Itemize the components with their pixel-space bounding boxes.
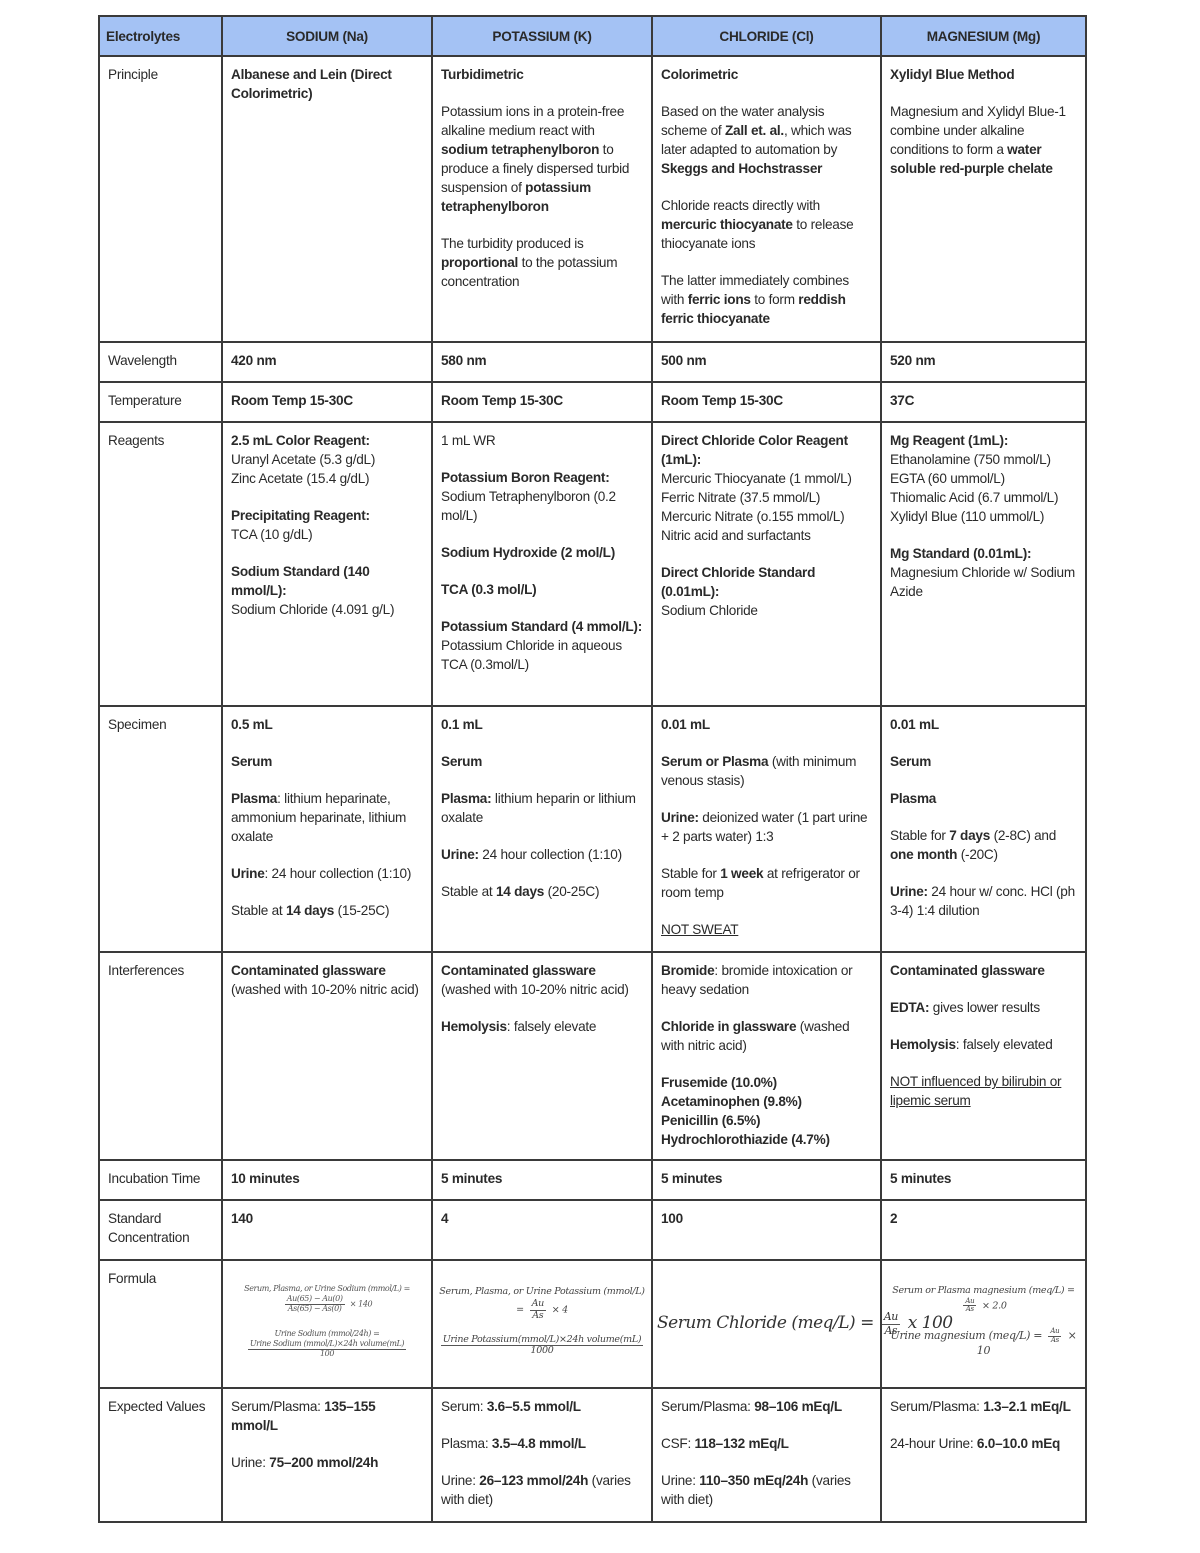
header-chloride: CHLORIDE (Cl) <box>652 16 881 56</box>
electrolytes-table <box>98 15 1087 1523</box>
incubation-sodium: 10 minutes <box>222 1160 432 1200</box>
standard-magnesium: 2 <box>881 1200 1086 1260</box>
reagents-sodium: 2.5 mL Color Reagent: Uranyl Acetate (5.3 g/dL) Zinc Acetate (15.4 g/dL) Precipitating Reagent: TCA (10 g/dL) Sodium Standard (140 mmol/L): Sodium Chloride (4.091 g/L) <box>222 422 432 706</box>
formula-magnesium-serum: Serum or Plasma magnesium (meq/L) = $\frac{Au}{As}$ × 2.0 <box>892 1284 1075 1314</box>
expected-potassium: Serum: 3.6–5.5 mmol/L Plasma: 3.5–4.8 mmol/L Urine: 26–123 mmol/24h (varies with diet) <box>432 1388 652 1522</box>
wavelength-potassium: 580 nm <box>432 342 652 382</box>
wavelength-chloride: 500 nm <box>652 342 881 382</box>
reagents-potassium: 1 mL WR Potassium Boron Reagent: Sodium Tetraphenylboron (0.2 mol/L) Sodium Hydroxide (2 mol/L) TCA (0.3 mol/L) Potassium Standard (4 mmol/L): Potassium Chloride in aqueous TCA (0.3mol/L) <box>432 422 652 706</box>
principle-chloride-method: Colorimetric <box>661 67 739 82</box>
header-row <box>99 16 1086 56</box>
formula-potassium <box>432 1260 652 1388</box>
principle-potassium-desc: Potassium ions in a protein-free alkaline medium react with sodium tetraphenylboron to produce a finely dispersed turbid suspension of potassium tetraphenylboron <box>441 104 630 214</box>
reagents-magnesium: Mg Reagent (1mL): Ethanolamine (750 mmol/L) EGTA (60 ummol/L) Thiomalic Acid (6.7 ummol/L) Xylidyl Blue (110 ummol/L) Mg Standard (0.01mL): Magnesium Chloride w/ Sodium Azide <box>881 422 1086 706</box>
row-label-incubation: Incubation Time <box>99 1160 222 1200</box>
specimen-magnesium: 0.01 mL Serum Plasma Stable for 7 days (2-8C) and one month (-20C) Urine: 24 hour w/ conc. HCl (ph 3-4) 1:4 dilution <box>881 706 1086 952</box>
expected-sodium: Serum/Plasma: 135–155 mmol/L Urine: 75–200 mmol/24h <box>222 1388 432 1522</box>
interferences-chloride: Bromide: bromide intoxication or heavy sedation Chloride in glassware (washed with nitric acid) Frusemide (10.0%) Acetaminophen (9.8%) Penicillin (6.5%) Hydrochlorothiazide (4.7%) <box>652 952 881 1160</box>
principle-sodium <box>222 56 432 342</box>
header-electrolytes: Electrolytes <box>99 16 222 56</box>
principle-magnesium-desc: Magnesium and Xylidyl Blue-1 combine under alkaline conditions to form a water soluble red-purple chelate <box>890 104 1066 176</box>
formula-sodium-serum: Serum, Plasma, or Urine Sodium (mmol/L) = $\frac{Au(65) - Au(0)}{As(65) - As(0)}$ × 140 <box>244 1284 410 1314</box>
formula-sodium <box>222 1260 432 1388</box>
wavelength-sodium: 420 nm <box>222 342 432 382</box>
principle-magnesium-method: Xylidyl Blue Method <box>890 67 1015 82</box>
temperature-chloride: Room Temp 15-30C <box>652 382 881 422</box>
expected-magnesium: Serum/Plasma: 1.3–2.1 mEq/L 24-hour Urine: 6.0–10.0 mEq <box>881 1388 1086 1522</box>
principle-magnesium <box>881 56 1086 342</box>
formula-chloride <box>652 1260 953 1388</box>
row-label-interferences: Interferences <box>99 952 222 1160</box>
interferences-potassium: Contaminated glassware (washed with 10-20% nitric acid) Hemolysis: falsely elevate <box>432 952 652 1160</box>
formula-potassium-urine: $\frac{\text{Urine Potassium(mmol/L)×24h volume(mL)}}{1000}$ <box>442 1334 642 1357</box>
electrolytes-table-sheet <box>98 15 1087 1523</box>
header-magnesium: MAGNESIUM (Mg) <box>881 16 1086 56</box>
principle-chloride-reaction: Chloride reacts directly with mercuric thiocyanate to release thiocyanate ions <box>661 198 854 251</box>
row-label-wavelength: Wavelength <box>99 342 222 382</box>
standard-chloride: 100 <box>652 1200 881 1260</box>
formula-chloride-serum: Serum Chloride (meq/L) = $\frac{Au}{As}$ x 100 <box>657 1310 953 1337</box>
row-wavelength <box>99 342 1086 382</box>
principle-chloride-desc: Based on the water analysis scheme of Zall et. al., which was later adapted to automation by Skeggs and Hochstrasser <box>661 104 852 176</box>
specimen-chloride: 0.01 mL Serum or Plasma (with minimum venous stasis) Urine: deionized water (1 part urine + 2 parts water) 1:3 Stable for 1 week at refrigerator or room temp NOT SWEAT <box>652 706 881 952</box>
row-standard-concentration <box>99 1200 1086 1260</box>
row-formula <box>99 1260 1086 1388</box>
row-label-temperature: Temperature <box>99 382 222 422</box>
specimen-potassium: 0.1 mL Serum Plasma: lithium heparin or lithium oxalate Urine: 24 hour collection (1:10) Stable at 14 days (20-25C) <box>432 706 652 952</box>
reagents-chloride: Direct Chloride Color Reagent (1mL): Mercuric Thiocyanate (1 mmol/L) Ferric Nitrate (37.5 mmol/L) Mercuric Nitrate (o.155 mmol/L) Nitric acid and surfactants Direct Chloride Standard (0.01mL): Sodium Chloride <box>652 422 881 706</box>
principle-potassium <box>432 56 652 342</box>
row-label-formula: Formula <box>99 1260 222 1388</box>
row-label-expected: Expected Values <box>99 1388 222 1522</box>
interferences-magnesium: Contaminated glassware EDTA: gives lower results Hemolysis: falsely elevated NOT influenced by bilirubin or lipemic serum <box>881 952 1086 1160</box>
row-principle <box>99 56 1086 342</box>
temperature-sodium: Room Temp 15-30C <box>222 382 432 422</box>
header-sodium: SODIUM (Na) <box>222 16 432 56</box>
incubation-potassium: 5 minutes <box>432 1160 652 1200</box>
formula-potassium-serum: Serum, Plasma, or Urine Potassium (mmol/L) = $\frac{Au}{As}$ × 4 <box>439 1286 645 1321</box>
header-potassium: POTASSIUM (K) <box>432 16 652 56</box>
incubation-magnesium: 5 minutes <box>881 1160 1086 1200</box>
specimen-sodium: 0.5 mL Serum Plasma: lithium heparinate, ammonium heparinate, lithium oxalate Urine: 24 hour collection (1:10) Stable at 14 days (15-25C) <box>222 706 432 952</box>
row-label-principle: Principle <box>99 56 222 342</box>
row-expected-values <box>99 1388 1086 1522</box>
principle-chloride-product: The latter immediately combines with ferric ions to form reddish ferric thiocyanate <box>661 273 849 326</box>
formula-sodium-urine: Urine Sodium (mmol/24h) = $\frac{\text{Urine Sodium (mmol/L)×24h volume(mL)}}{100}$ <box>249 1329 405 1358</box>
standard-potassium: 4 <box>432 1200 652 1260</box>
expected-chloride: Serum/Plasma: 98–106 mEq/L CSF: 118–132 mEq/L Urine: 110–350 mEq/24h (varies with diet) <box>652 1388 881 1522</box>
row-interferences <box>99 952 1086 1160</box>
row-label-standard: Standard Concentration <box>99 1200 222 1260</box>
principle-potassium-turbidity: The turbidity produced is proportional to the potassium concentration <box>441 236 618 289</box>
temperature-potassium: Room Temp 15-30C <box>432 382 652 422</box>
wavelength-magnesium: 520 nm <box>881 342 1086 382</box>
standard-sodium: 140 <box>222 1200 432 1260</box>
principle-potassium-method: Turbidimetric <box>441 67 524 82</box>
row-label-specimen: Specimen <box>99 706 222 952</box>
incubation-chloride: 5 minutes <box>652 1160 881 1200</box>
row-specimen <box>99 706 1086 952</box>
principle-sodium-method: Albanese and Lein (Direct Colorimetric) <box>231 67 392 101</box>
row-reagents <box>99 422 1086 706</box>
row-label-reagents: Reagents <box>99 422 222 706</box>
row-temperature <box>99 382 1086 422</box>
temperature-magnesium: 37C <box>881 382 1086 422</box>
interferences-sodium: Contaminated glassware (washed with 10-20% nitric acid) <box>222 952 432 1160</box>
principle-chloride <box>652 56 881 342</box>
row-incubation <box>99 1160 1086 1200</box>
formula-magnesium-urine: Urine magnesium (meq/L) = $\frac{Au}{As}$ × 10 <box>890 1327 1077 1358</box>
